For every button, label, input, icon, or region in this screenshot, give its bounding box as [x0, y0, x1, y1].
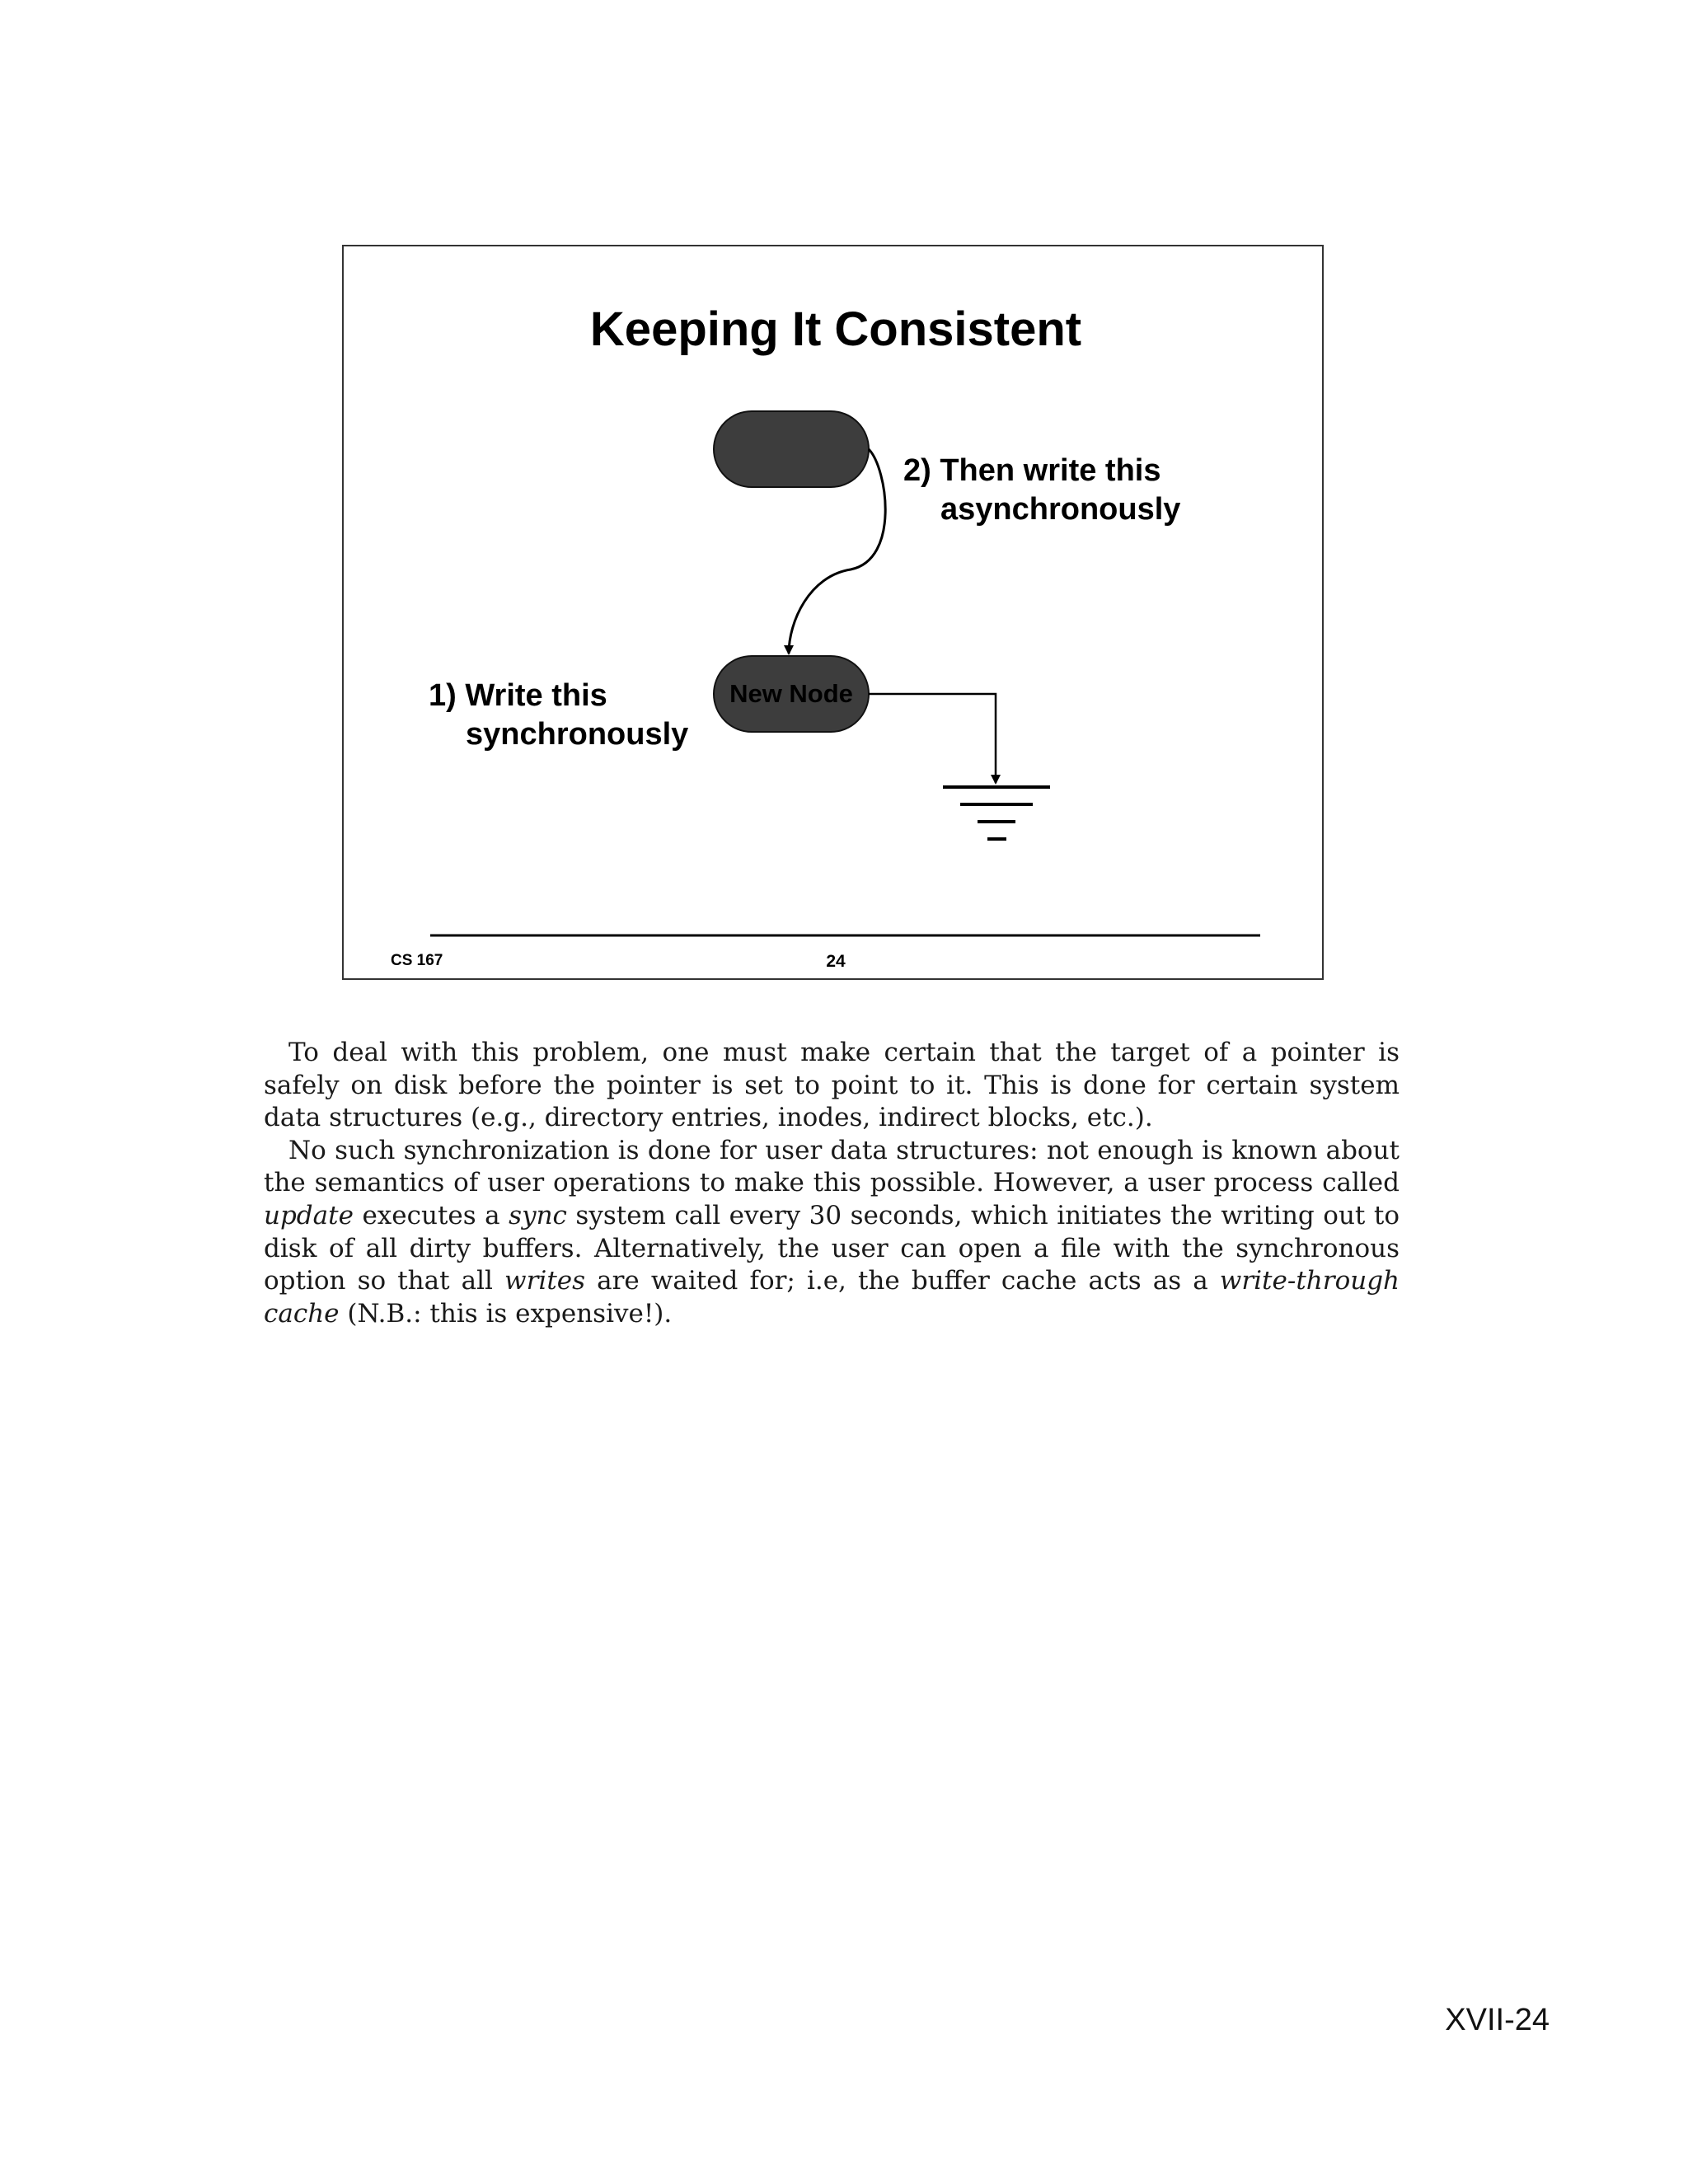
p2-text-3: system call every 30 seconds, which initiates the writing out to disk of all dirty buffers. Alternatively, the user can open a file with the synchronous option so that all: [264, 1200, 1400, 1296]
p2-sync-term: sync: [509, 1200, 567, 1230]
p2-text-2: executes a: [353, 1200, 509, 1230]
slide-footer-course: CS 167: [391, 952, 443, 969]
annotation-async-line2: asynchronously: [940, 492, 1181, 527]
slide-figure: [342, 245, 1324, 980]
paragraph-2: [264, 1135, 1400, 1331]
p2-text-1: No such synchronization is done for user data structures: not enough is known about the semantics of user operations to make this possible. However, a user process called: [264, 1135, 1400, 1198]
new-node-label: New Node: [729, 679, 853, 708]
p2-text-4: are waited for; i.e, the buffer cache acts as a: [585, 1266, 1220, 1296]
annotation-sync-line1: 1) Write this: [429, 678, 607, 713]
ground-icon: [943, 787, 1050, 839]
disk-write-arrow: [869, 694, 996, 783]
annotation-async-line1: 2) Then write this: [903, 453, 1161, 488]
slide-diagram: [344, 246, 1322, 978]
old-node-shape: [714, 411, 869, 487]
annotation-sync-line2: synchronously: [466, 717, 689, 752]
p2-text-5: (N.B.: this is expensive!).: [339, 1298, 673, 1329]
slide-title: Keeping It Consistent: [589, 302, 1082, 356]
p2-write-through-term: write-through cache: [264, 1266, 1400, 1329]
p2-writes-term: writes: [504, 1266, 586, 1296]
page-number: XVII-24: [1445, 2003, 1550, 2037]
slide-footer-number: 24: [826, 952, 846, 971]
p2-update-term: update: [264, 1200, 354, 1230]
paragraph-1: To deal with this problem, one must make certain that the target of a pointer is safely on disk before the pointer is set to point to it. This is done for certain system data structures (e.g., directory entries, inodes, indirect blocks, etc.).: [264, 1038, 1400, 1133]
body-text: [264, 1037, 1400, 1330]
